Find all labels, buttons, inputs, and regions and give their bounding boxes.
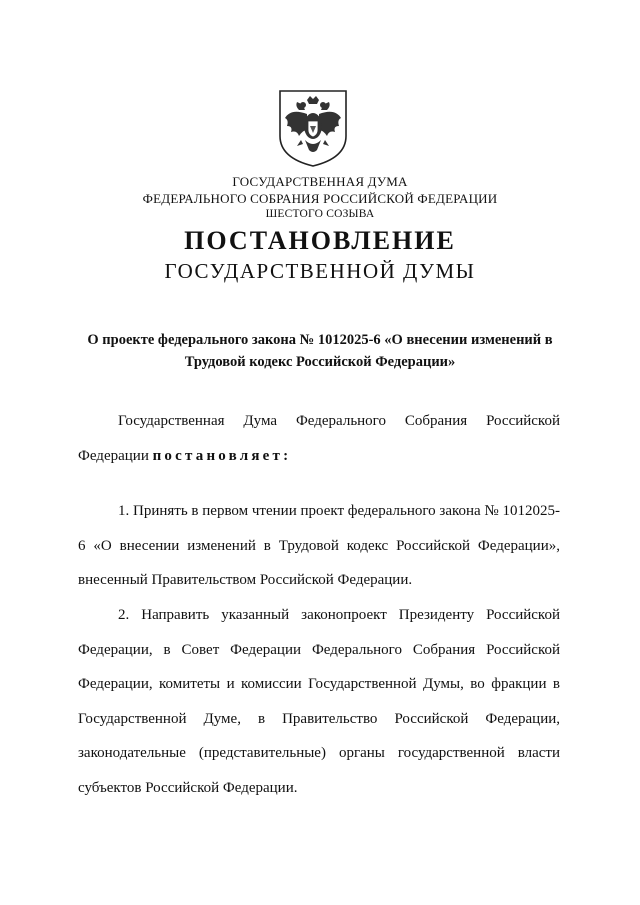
org-name-line: ГОСУДАРСТВЕННАЯ ДУМА [232,174,408,189]
document-subtitle: ГОСУДАРСТВЕННОЙ ДУМЫ [164,259,476,283]
preamble-text: Государственная Дума Федерального Собрания Российской Федерации [78,413,560,464]
org-full-name-line: ФЕДЕРАЛЬНОГО СОБРАНИЯ РОССИЙСКОЙ ФЕДЕРАЦИИ [142,191,498,206]
preamble-keyword: постановляет: [152,447,292,464]
preamble-paragraph [78,404,560,473]
document-title: ПОСТАНОВЛЕНИЕ [184,226,456,255]
resolution-item-1: 1. Принять в первом чтении проект федерального закона № 1012025-6 «О внесении изменений в Трудовой кодекс Российской Федерации», внесенный Правительством Российской Федерации. [78,503,560,588]
document-subject: О проекте федерального закона № 1012025-6 «О внесении изменений в Трудовой кодекс Российской Федерации» [87,332,553,370]
russian-coat-of-arms-icon [277,88,349,168]
resolution-item-2: 2. Направить указанный законопроект Президенту Российской Федерации, в Совет Федерации Федерального Собрания Российской Федерации, комитеты и комиссии Государственной Думы, во фракции в Государственной Думе, в Правительство Российской Федерации, законодательные (представительные) органы государственной власти субъектов Российской Федерации. [78,607,560,796]
convocation-line: ШЕСТОГО СОЗЫВА [265,208,375,220]
